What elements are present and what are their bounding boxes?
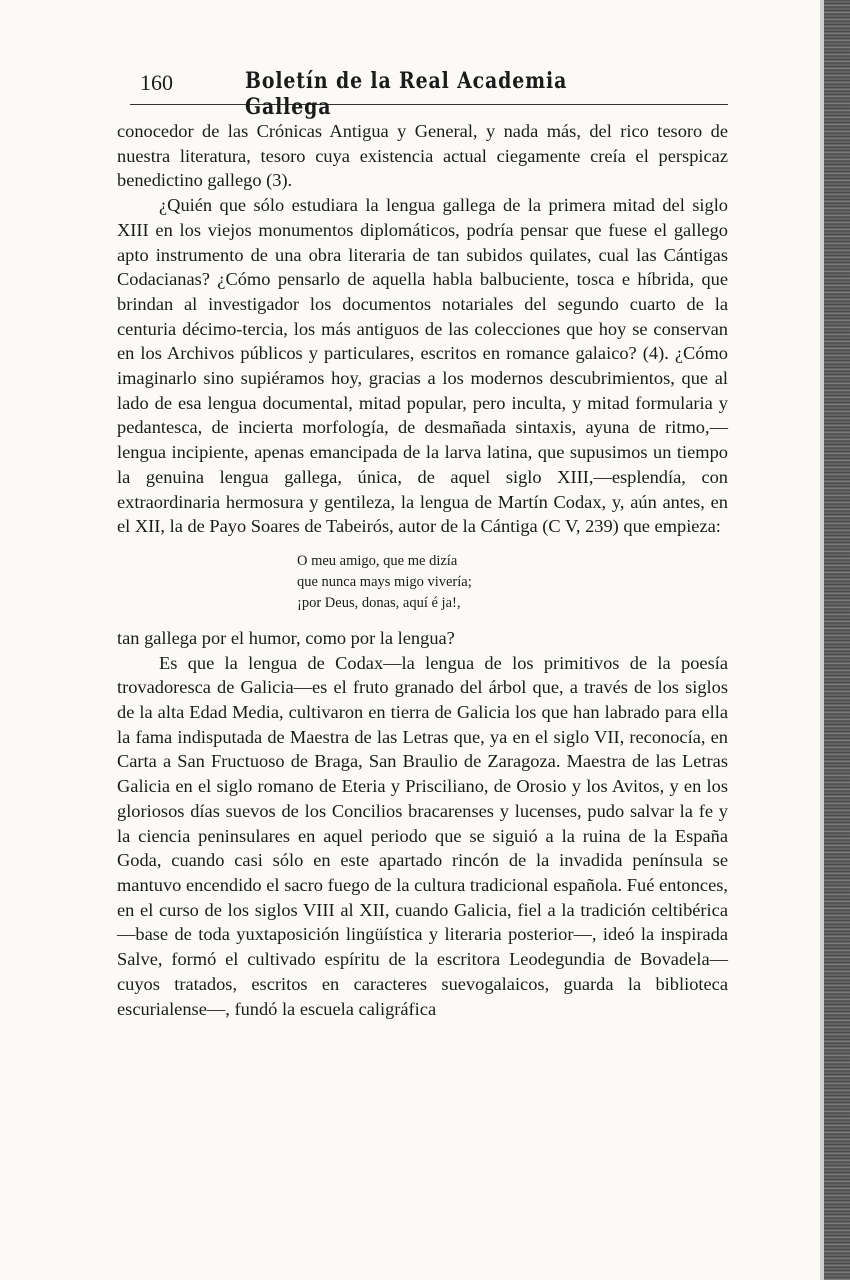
body-text	[117, 119, 728, 1021]
verse-line-1: O meu amigo, que me dizía	[297, 552, 458, 569]
verse-line-2: que nunca mays migo vivería;	[297, 573, 472, 590]
page-header	[130, 64, 728, 120]
running-title: Boletín de la Real Academia Gallega	[245, 68, 568, 120]
page-number: 160	[140, 70, 173, 95]
paragraph-4: Es que la lengua de Codax—la lengua de los primitivos de la poesía trovadoresca de Galicia—es el fruto granado del árbol que, a través de los siglos de la alta Edad Media, cultivaron en tierra de Galicia los que han labrado para ella la fama indisputada de Maestra de las Letras que, ya en el siglo VII, reconocía, en Carta a San Fructuoso de Braga, San Braulio de Zaragoza. Maestra de las Letras Galicia en el siglo romano de Eteria y Prisciliano, de Orosio y los Avitos, y en los gloriosos días suevos de los Concilios bracarenses y lucenses, pudo salvar la fe y la ciencia peninsulares en aquel periodo que se siguió a la ruina de la España Goda, cuando casi sólo en este apartado rincón de la invadida península se mantuvo encendido el sacro fuego de la cultura tradicional española. Fué entonces, en el curso de los siglos VIII al XII, cuando Galicia, fiel a la tradición celtibérica—base de toda yuxtaposición lingüística y literaria posterior—, ideó la inspirada Salve, formó el cultivado espíritu de la escritora Leodegundia de Bovadela—cuyos tratados, escritos en caracteres suevogalaicos, guarda la biblioteca escurialense—, fundó la escuela caligráfica	[117, 652, 728, 1019]
verse-quote	[297, 551, 728, 614]
paragraph-1: conocedor de las Crónicas Antigua y General, y nada más, del rico tesoro de nuestra literatura, tesoro cuya existencia actual ciegamente creía el perspicaz benedictino gallego (3).	[117, 121, 728, 191]
book-binding-edge	[824, 0, 850, 1280]
verse-line-3: ¡por Deus, donas, aquí é ja!,	[297, 594, 461, 611]
paragraph-2: ¿Quién que sólo estudiara la lengua gallega de la primera mitad del siglo XIII en los viejos monumentos diplomáticos, podría pensar que fuese el gallego apto instrumento de una obra literaria de tan subidos quilates, cual las Cántigas Codacianas? ¿Cómo pensarlo de aquella habla balbuciente, tosca e híbrida, que brindan al investigador los documentos notariales del segundo cuarto de la centuria décimo-tercia, los más antiguos de las colecciones que hoy se conservan en los Archivos públicos y particulares, escritos en romance galaico? (4). ¿Cómo imaginarlo sino supiéramos hoy, gracias a los modernos descubrimientos, que al lado de esa lengua documental, mitad popular, pero inculta, y mitad formularia y pedantesca, de incierta morfología, de desmañada sintaxis, ayuna de ritmo,—lengua incipiente, apenas emancipada de la larva latina, que supusimos un tiempo la genuina lengua gallega, única, de aquel siglo XIII,—esplendía, con extraordinaria hermosura y gentileza, la lengua de Martín Codax, y, aún antes, en el XII, la de Payo Soares de Tabeirós, autor de la Cántiga (C V, 239) que empieza:	[117, 195, 728, 537]
paragraph-3: tan gallega por el humor, como por la lengua?	[117, 627, 455, 648]
